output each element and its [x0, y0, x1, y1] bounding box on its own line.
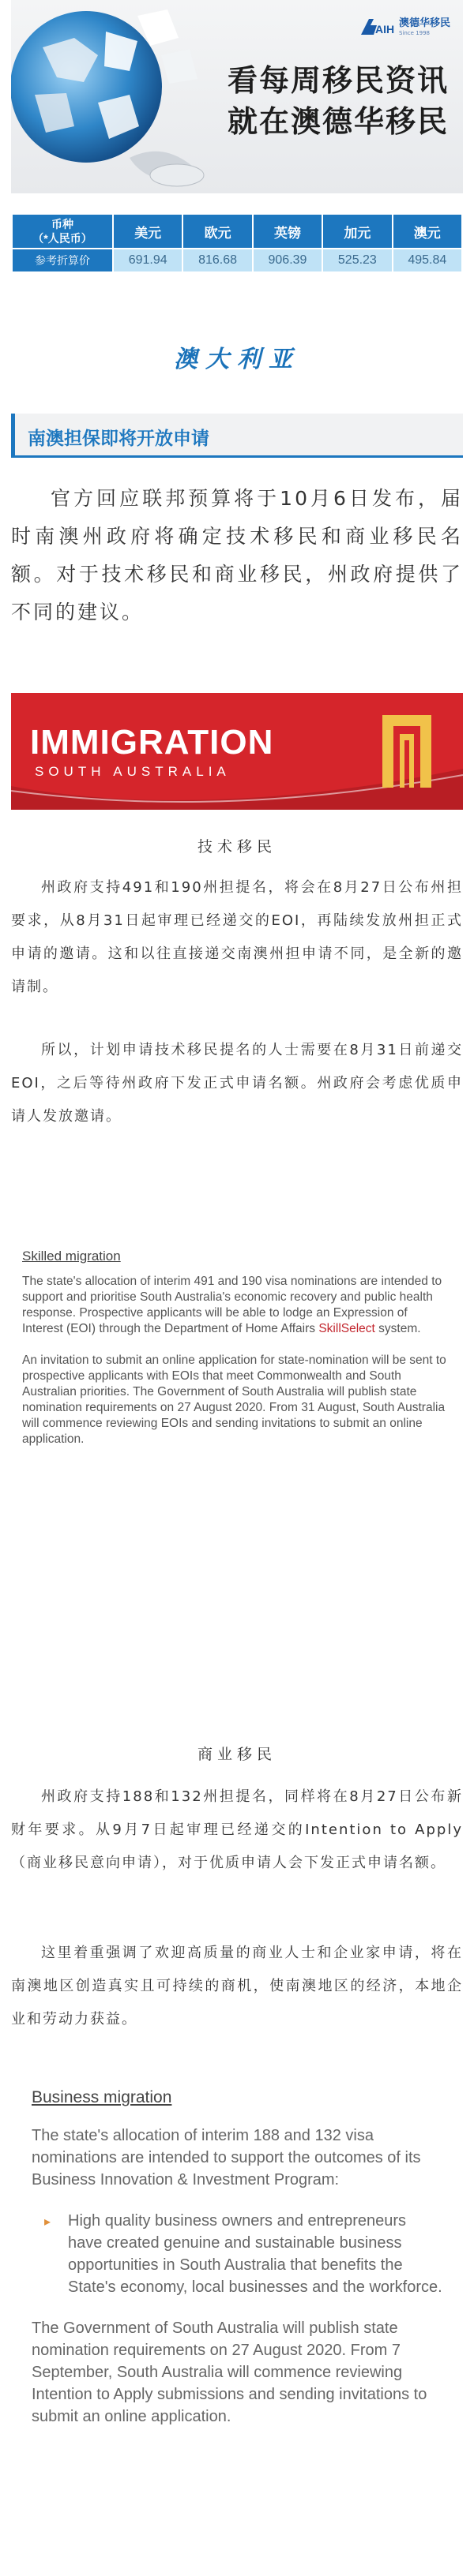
rate-row-label: 参考折算价 — [12, 249, 113, 272]
country-title: 澳大利亚 — [174, 346, 300, 373]
section-title-bar — [11, 414, 463, 458]
business-paragraph-1: 州政府支持188和132州担提名，同样将在8月27日公布新财年要求。从9月7日起审理已经递交的Intention to Apply（商业移民意向申请），对于优质申请人会下发正式申请名额。 — [11, 1788, 463, 1871]
skillselect-link[interactable]: SkillSelect — [318, 1322, 375, 1335]
rate-eur: 816.68 — [182, 249, 252, 272]
currency-gbp: 英镑 — [253, 214, 322, 249]
currency-cad: 加元 — [322, 214, 392, 249]
immigration-wordmark: IMMIGRATION — [30, 723, 274, 762]
skilled-heading: 技术移民 — [197, 838, 276, 856]
rate-usd: 691.94 — [113, 249, 182, 272]
header-banner — [11, 0, 463, 193]
business-english-bullet-text: High quality business owners and entrepreneurs have created genuine and sustainable business opportunities in South Australia that benefits the State's economy, local businesses and the workforce. — [68, 2212, 442, 2296]
business-english-para-2: The Government of South Australia will publish state nomination requirements on 27 August 2020. From 7 September, South Australia will commence reviewing Intention to Apply submissions and sending invitations to submit an online application. — [32, 2320, 427, 2425]
skilled-english-para-2: An invitation to submit an online application for state-nomination will be sent to prospective applicants with EOIs that meet Commonwealth and South Australian priorities. The Government of South Australia will publish state nomination requirements on 27 August 2020. From 31 August, South Australia will commence reviewing EOIs and sending invitations to submit an online application. — [22, 1354, 446, 1446]
currency-aud: 澳元 — [393, 214, 462, 249]
rate-aud: 495.84 — [393, 249, 462, 272]
skilled-english-para-1-text: The state's allocation of interim 491 and 190 visa nominations are intended to support and prioritise South Australia's economic recovery and public health response. Prospective applicants will be able to lodge an Expression of Interest (EOI) through the Department of Home Affairs — [22, 1275, 442, 1335]
business-english-bullet — [32, 2210, 442, 2298]
business-english-heading: Business migration — [32, 2088, 172, 2106]
skilled-paragraph-2: 所以，计划申请技术移民提名的人士需要在8月31日前递交EOI，之后等待州政府下发正式申请名额。州政府会考虑优质申请人发放邀请。 — [11, 1042, 463, 1125]
bullet-arrow-icon: ▸ — [44, 2215, 51, 2229]
banner-title-line2: 就在澳德华移民 — [227, 104, 449, 139]
skilled-paragraph-1: 州政府支持491和190州担提名，将会在8月27日公布州担要求，从8月31日起审理已经递交的EOI，再陆续发放州担正式申请的邀请。这和以往直接递交南澳州担申请不同，是全新的邀请制。 — [11, 879, 463, 995]
logo-mark-icon — [359, 17, 394, 36]
rate-gbp: 906.39 — [253, 249, 322, 272]
logo-tagline: Since 1998 — [398, 29, 431, 36]
rate-cad: 525.23 — [322, 249, 392, 272]
company-logo — [359, 17, 450, 36]
intro-paragraph: 官方回应联邦预算将于10月6日发布，届时南澳州政府将确定技术移民和商业移民名额。对于技术移民和商业移民，州政府提供了不同的建议。 — [11, 487, 463, 623]
sa-emblem-icon — [379, 712, 434, 791]
currency-header-cell — [12, 214, 113, 249]
logo-name: 澳德华移民 — [398, 17, 450, 29]
currency-header-label: 币种 （*人民币） — [32, 218, 92, 245]
business-heading: 商业移民 — [197, 1746, 276, 1763]
business-english-quote — [32, 2088, 442, 2447]
rate-header-row — [12, 214, 462, 249]
banner-title — [164, 60, 449, 142]
currency-eur: 欧元 — [182, 214, 252, 249]
exchange-rate-table — [11, 213, 463, 273]
skilled-english-para-1-end: system. — [374, 1322, 421, 1335]
business-paragraph-2: 这里着重强调了欢迎高质量的商业人士和企业家申请，将在南澳地区创造真实且可持续的商机，使南澳地区的经济，本地企业和劳动力获益。 — [11, 1945, 463, 2027]
business-english-para-1: The state's allocation of interim 188 and 132 visa nominations are intended to support the outcomes of its Business Innovation & Investment Program: — [32, 2127, 421, 2188]
rate-value-row — [12, 249, 462, 272]
immigration-sa-banner — [11, 693, 463, 810]
south-australia-subtitle: SOUTH AUSTRALIA — [35, 764, 231, 779]
skilled-english-quote — [22, 1249, 449, 1463]
banner-title-line1: 看每周移民资讯 — [227, 63, 449, 98]
skilled-english-para-1 — [22, 1274, 449, 1337]
currency-usd: 美元 — [113, 214, 182, 249]
svg-text:AIH: AIH — [374, 23, 394, 36]
skilled-english-heading: Skilled migration — [22, 1249, 121, 1264]
section-title: 南澳担保即将开放申请 — [28, 429, 209, 449]
